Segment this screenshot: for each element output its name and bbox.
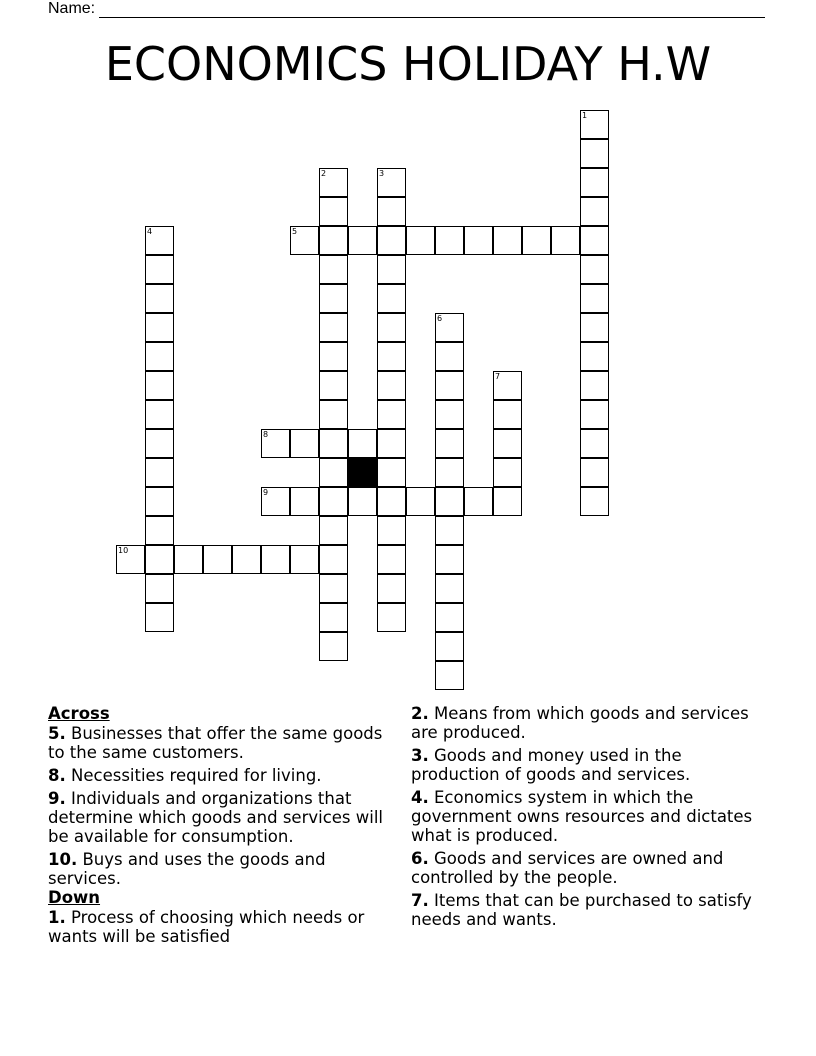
crossword-cell[interactable] <box>261 545 290 574</box>
crossword-cell[interactable] <box>348 226 377 255</box>
crossword-cell[interactable] <box>377 574 406 603</box>
crossword-cell[interactable] <box>116 545 145 574</box>
clue-text: Necessities required for living. <box>71 766 322 785</box>
clue-text: Economics system in which the government owns resources and dictates what is produced. <box>411 788 753 845</box>
crossword-cell[interactable] <box>377 313 406 342</box>
clue-number-label: 5 <box>292 227 298 236</box>
clue-text: Buys and uses the goods and services. <box>48 850 326 888</box>
clues-left-column <box>48 701 398 950</box>
crossword-cell[interactable] <box>493 458 522 487</box>
crossword-cell[interactable] <box>290 545 319 574</box>
crossword-cell[interactable] <box>261 487 290 516</box>
crossword-cell[interactable] <box>377 371 406 400</box>
crossword-cell[interactable] <box>145 516 174 545</box>
crossword-cell[interactable] <box>580 487 609 516</box>
crossword-cell[interactable] <box>435 661 464 690</box>
crossword-cell[interactable] <box>435 371 464 400</box>
clue-number: 8. <box>48 766 66 785</box>
crossword-cell[interactable] <box>145 429 174 458</box>
crossword-cell[interactable] <box>319 371 348 400</box>
clue-across-8 <box>48 766 398 785</box>
blocked-cell <box>348 458 377 487</box>
crossword-cell[interactable] <box>145 603 174 632</box>
clue-number: 1. <box>48 908 66 927</box>
crossword-cell[interactable] <box>435 313 464 342</box>
crossword-cell[interactable] <box>435 342 464 371</box>
across-heading: Across <box>48 704 110 723</box>
crossword-cell[interactable] <box>377 458 406 487</box>
clue-text: Goods and money used in the production of goods and services. <box>411 746 691 784</box>
crossword-cell[interactable] <box>377 429 406 458</box>
crossword-cell[interactable] <box>319 429 348 458</box>
crossword-cell[interactable] <box>319 255 348 284</box>
clues-right-column <box>411 701 771 933</box>
crossword-cell[interactable] <box>435 516 464 545</box>
crossword-cell[interactable] <box>319 632 348 661</box>
crossword-cell[interactable] <box>580 429 609 458</box>
crossword-cell[interactable] <box>319 197 348 226</box>
crossword-cell[interactable] <box>493 371 522 400</box>
crossword-cell[interactable] <box>580 197 609 226</box>
crossword-cell[interactable] <box>174 545 203 574</box>
crossword-cell[interactable] <box>377 603 406 632</box>
crossword-cell[interactable] <box>377 545 406 574</box>
crossword-cell[interactable] <box>377 342 406 371</box>
crossword-cell[interactable] <box>377 226 406 255</box>
crossword-cell[interactable] <box>464 226 493 255</box>
crossword-cell[interactable] <box>580 226 609 255</box>
crossword-cell[interactable] <box>580 458 609 487</box>
crossword-cell[interactable] <box>145 255 174 284</box>
crossword-cell[interactable] <box>145 487 174 516</box>
crossword-cell[interactable] <box>319 226 348 255</box>
clue-number-label: 8 <box>263 430 269 439</box>
clue-across-10 <box>48 850 398 888</box>
crossword-cell[interactable] <box>319 284 348 313</box>
crossword-cell[interactable] <box>493 400 522 429</box>
crossword-cell[interactable] <box>377 197 406 226</box>
clue-number-label: 7 <box>495 372 501 381</box>
crossword-cell[interactable] <box>145 458 174 487</box>
clue-number-label: 4 <box>147 227 153 236</box>
crossword-cell[interactable] <box>203 545 232 574</box>
clue-number: 6. <box>411 849 429 868</box>
clue-down-7 <box>411 891 771 929</box>
crossword-cell[interactable] <box>551 226 580 255</box>
down-heading: Down <box>48 888 101 907</box>
crossword-cell[interactable] <box>145 400 174 429</box>
crossword-cell[interactable] <box>377 487 406 516</box>
crossword-cell[interactable] <box>319 342 348 371</box>
crossword-cell[interactable] <box>406 487 435 516</box>
clue-across-9 <box>48 789 398 846</box>
crossword-cell[interactable] <box>522 226 551 255</box>
crossword-cell[interactable] <box>319 487 348 516</box>
clue-number: 2. <box>411 704 429 723</box>
crossword-cell[interactable] <box>580 139 609 168</box>
clue-number-label: 6 <box>437 314 443 323</box>
crossword-cell[interactable] <box>290 487 319 516</box>
clue-number: 5. <box>48 724 66 743</box>
crossword-cell[interactable] <box>348 487 377 516</box>
crossword-cell[interactable] <box>580 371 609 400</box>
crossword-cell[interactable] <box>435 400 464 429</box>
clue-text: Means from which goods and services are produced. <box>411 704 749 742</box>
crossword-cell[interactable] <box>580 313 609 342</box>
crossword-cell[interactable] <box>580 110 609 139</box>
crossword-cell[interactable] <box>319 603 348 632</box>
crossword-cell[interactable] <box>145 371 174 400</box>
clue-number-label: 2 <box>321 169 327 178</box>
crossword-cell[interactable] <box>464 487 493 516</box>
crossword-cell[interactable] <box>580 284 609 313</box>
crossword-cell[interactable] <box>319 458 348 487</box>
clue-number: 4. <box>411 788 429 807</box>
crossword-cell[interactable] <box>580 342 609 371</box>
crossword-cell[interactable] <box>319 400 348 429</box>
clue-number: 3. <box>411 746 429 765</box>
crossword-cell[interactable] <box>145 574 174 603</box>
clue-text: Businesses that offer the same goods to the same customers. <box>48 724 383 762</box>
crossword-cell[interactable] <box>348 429 377 458</box>
clue-down-3 <box>411 746 771 784</box>
crossword-cell[interactable] <box>435 429 464 458</box>
crossword-cell[interactable] <box>145 226 174 255</box>
crossword-cell[interactable] <box>290 429 319 458</box>
crossword-cell[interactable] <box>377 400 406 429</box>
clue-text: Individuals and organizations that determine which goods and services will be available for consumption. <box>48 789 384 846</box>
clue-number-label: 10 <box>118 546 129 555</box>
crossword-cell[interactable] <box>319 574 348 603</box>
clue-number-label: 1 <box>582 111 588 120</box>
clue-text: Items that can be purchased to satisfy needs and wants. <box>411 891 752 929</box>
crossword-cell[interactable] <box>319 313 348 342</box>
crossword-cell[interactable] <box>493 429 522 458</box>
clue-number-label: 3 <box>379 169 385 178</box>
page-title: ECONOMICS HOLIDAY H.W <box>104 37 712 91</box>
crossword-cell[interactable] <box>580 255 609 284</box>
crossword-cell[interactable] <box>435 545 464 574</box>
crossword-cell[interactable] <box>377 284 406 313</box>
crossword-cell[interactable] <box>145 342 174 371</box>
crossword-cell[interactable] <box>493 487 522 516</box>
crossword-cell[interactable] <box>406 226 435 255</box>
clue-across-5 <box>48 724 398 762</box>
clue-text: Process of choosing which needs or wants will be satisfied <box>48 908 365 946</box>
crossword-cell[interactable] <box>145 545 174 574</box>
crossword-cell[interactable] <box>232 545 261 574</box>
crossword-cell[interactable] <box>319 168 348 197</box>
clue-down-6 <box>411 849 771 887</box>
crossword-cell[interactable] <box>435 574 464 603</box>
clue-number: 7. <box>411 891 429 910</box>
crossword-cell[interactable] <box>319 516 348 545</box>
crossword-cell[interactable] <box>290 226 319 255</box>
crossword-cell[interactable] <box>145 313 174 342</box>
crossword-cell[interactable] <box>319 545 348 574</box>
clue-number-label: 9 <box>263 488 269 497</box>
crossword-cell[interactable] <box>435 458 464 487</box>
crossword-cell[interactable] <box>377 168 406 197</box>
crossword-cell[interactable] <box>377 516 406 545</box>
crossword-cell[interactable] <box>435 603 464 632</box>
crossword-cell[interactable] <box>493 226 522 255</box>
crossword-cell[interactable] <box>580 168 609 197</box>
crossword-cell[interactable] <box>580 400 609 429</box>
crossword-cell[interactable] <box>435 487 464 516</box>
crossword-cell[interactable] <box>435 226 464 255</box>
crossword-cell[interactable] <box>261 429 290 458</box>
clue-down-4 <box>411 788 771 845</box>
clue-down-2 <box>411 704 771 742</box>
crossword-cell[interactable] <box>145 284 174 313</box>
clue-number: 10. <box>48 850 78 869</box>
clue-down-1 <box>48 908 398 946</box>
crossword-cell[interactable] <box>377 255 406 284</box>
crossword-cell[interactable] <box>435 632 464 661</box>
name-label: Name: <box>48 0 96 17</box>
clue-text: Goods and services are owned and controlled by the people. <box>411 849 724 887</box>
clue-number: 9. <box>48 789 66 808</box>
